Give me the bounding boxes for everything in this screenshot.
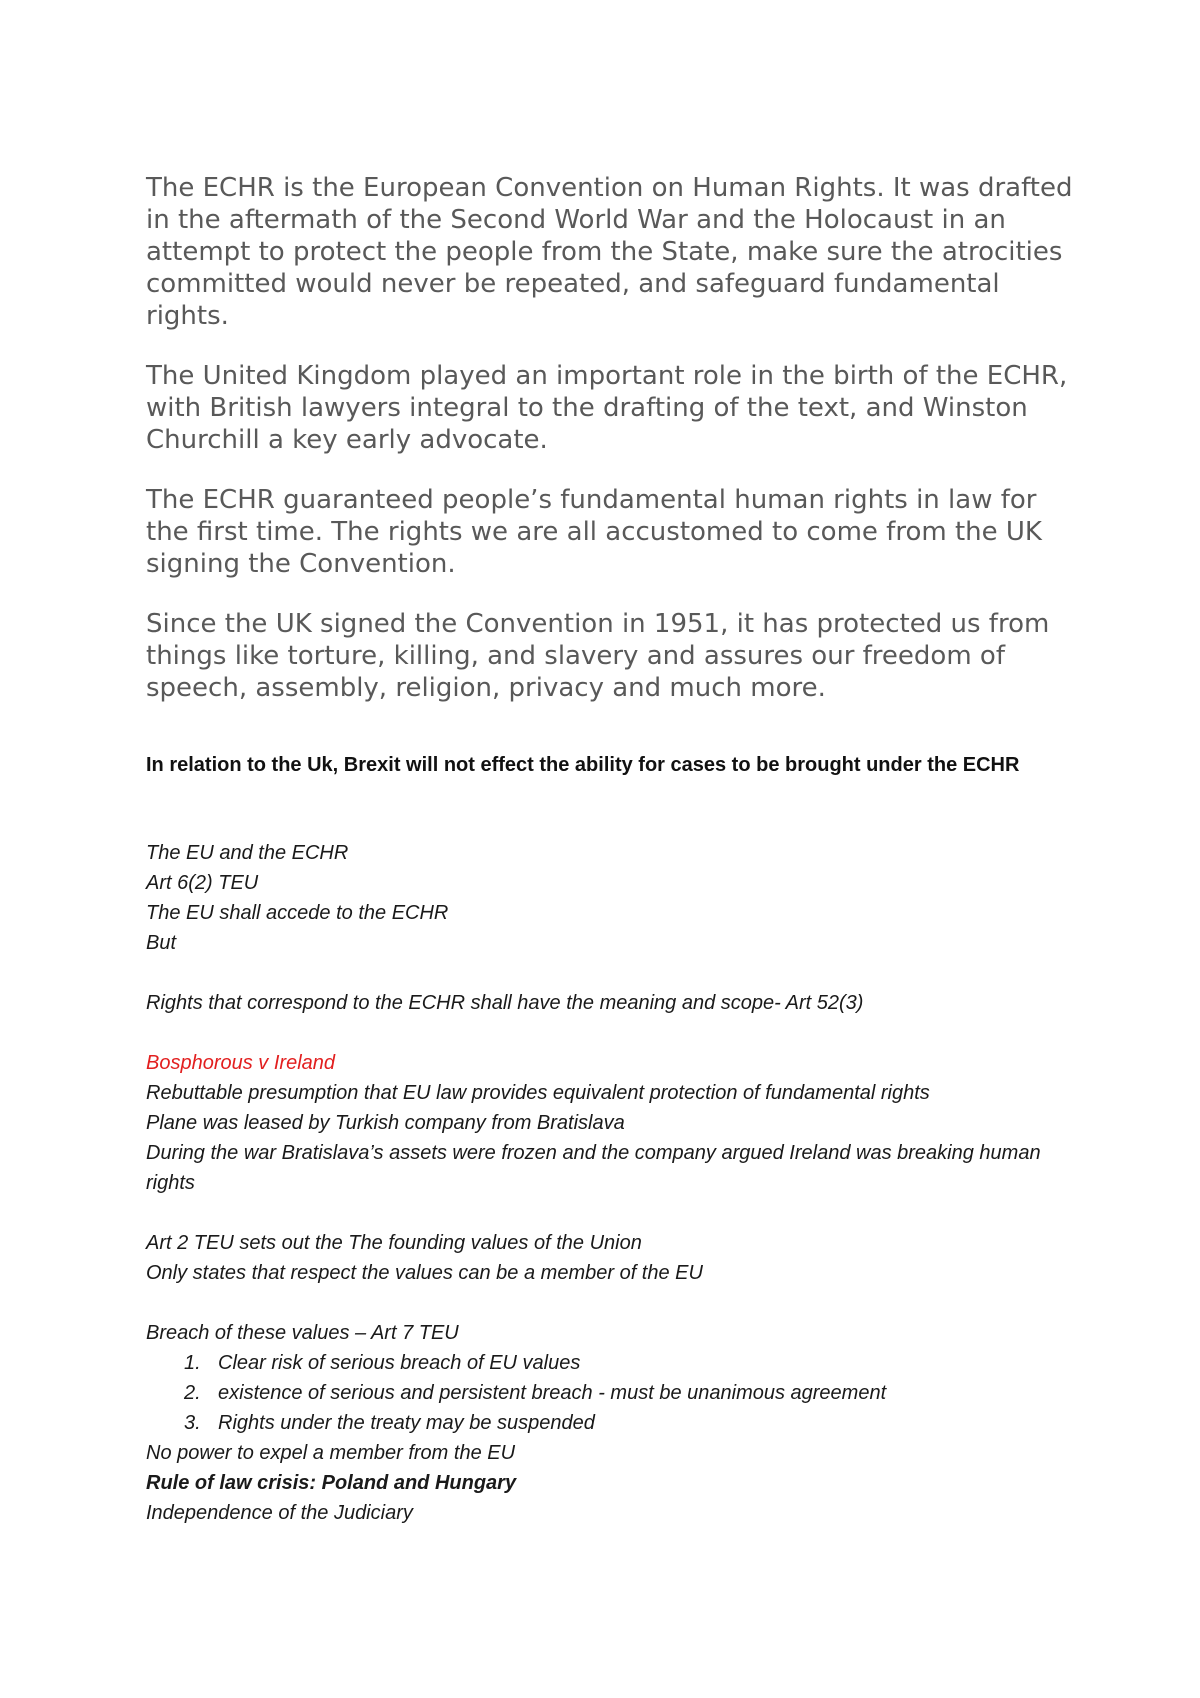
intro-paragraph-rights-guaranteed: The ECHR guaranteed people’s fundamental human rights in law for the first time. The rights we are all accustomed to come from the UK signing the Convention. — [146, 485, 1042, 579]
intro-paragraph-since-1951: Since the UK signed the Convention in 1951, it has protected us from things like torture, killing, and slavery and assures our freedom of speech, assembly, religion, privacy and much more. — [146, 609, 1050, 703]
breach-step — [146, 1348, 1076, 1378]
judiciary-independence: Independence of the Judiciary — [146, 1502, 413, 1524]
lecture-notes — [146, 838, 1076, 1528]
no-expel-note: No power to expel a member from the EU — [146, 1442, 516, 1464]
eu-echr-article: Art 6(2) TEU — [146, 872, 259, 894]
spacer — [146, 958, 1076, 988]
breach-step — [146, 1408, 1076, 1438]
case-line: Plane was leased by Turkish company from Bratislava — [146, 1112, 625, 1134]
brexit-note: In relation to the Uk, Brexit will not effect the ability for cases to be brought under the ECHR — [146, 754, 1020, 776]
breach-step-number: 2. — [184, 1382, 201, 1404]
document-body — [146, 172, 1076, 1528]
breach-step-text: Rights under the treaty may be suspended — [218, 1412, 595, 1434]
breach-heading: Breach of these values – Art 7 TEU — [146, 1322, 459, 1344]
breach-step — [146, 1378, 1076, 1408]
case-line: During the war Bratislava’s assets were frozen and the company argued Ireland was breaking human rights — [146, 1142, 1041, 1194]
eu-echr-correspond: Rights that correspond to the ECHR shall have the meaning and scope- Art 52(3) — [146, 992, 864, 1014]
spacer — [146, 1198, 1076, 1228]
intro-paragraph-uk-role: The United Kingdom played an important role in the birth of the ECHR, with British lawyers integral to the drafting of the text, and Winston Churchill a key early advocate. — [146, 361, 1068, 455]
breach-step-text: existence of serious and persistent breach - must be unanimous agreement — [218, 1382, 887, 1404]
eu-echr-but: But — [146, 932, 177, 954]
breach-step-number: 3. — [184, 1412, 201, 1434]
eu-echr-heading: The EU and the ECHR — [146, 842, 349, 864]
values-membership: Only states that respect the values can be a member of the EU — [146, 1262, 703, 1284]
intro-section — [146, 172, 1076, 704]
case-line: Rebuttable presumption that EU law provides equivalent protection of fundamental rights — [146, 1082, 930, 1104]
breach-step-number: 1. — [184, 1352, 201, 1374]
spacer — [146, 1018, 1076, 1048]
spacer — [146, 1288, 1076, 1318]
values-art2: Art 2 TEU sets out the The founding values of the Union — [146, 1232, 642, 1254]
breach-step-text: Clear risk of serious breach of EU values — [218, 1352, 581, 1374]
case-name: Bosphorous v Ireland — [146, 1052, 336, 1074]
rule-of-law-crisis: Rule of law crisis: Poland and Hungary — [146, 1472, 517, 1494]
intro-paragraph-echr-definition: The ECHR is the European Convention on Human Rights. It was drafted in the aftermath of the Second World War and the Holocaust in an attempt to protect the people from the State, make sure the atrocities committed would never be repeated, and safeguard fundamental rights. — [146, 173, 1073, 331]
eu-echr-accession: The EU shall accede to the ECHR — [146, 902, 449, 924]
